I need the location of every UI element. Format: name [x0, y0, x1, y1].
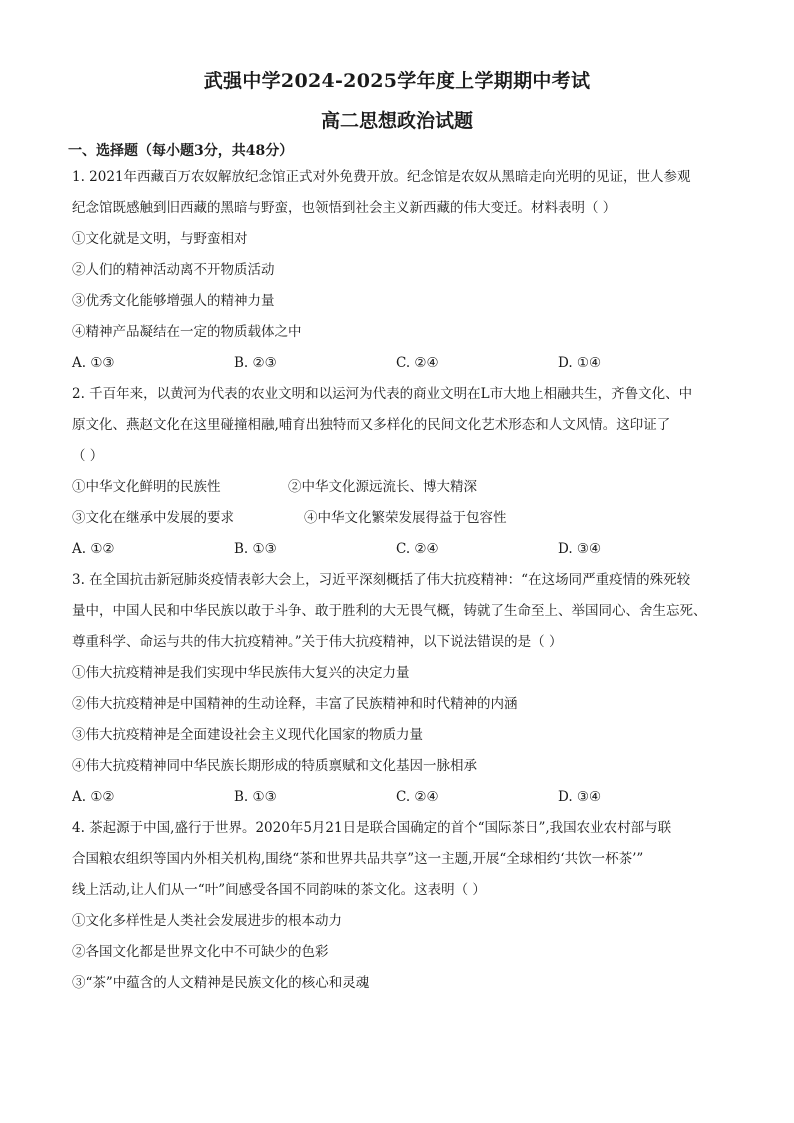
question-3-item: ①伟大抗疫精神是我们实现中华民族伟大复兴的决定力量: [72, 665, 410, 681]
question-2-stem-line: （ ）: [72, 448, 104, 464]
option-b: B. ①③: [234, 541, 277, 557]
option-a: A. ①②: [72, 541, 115, 557]
exam-subtitle: 高二思想政治试题: [320, 110, 473, 132]
question-4-stem-line: 线上活动,让人们从一“叶”间感受各国不同韵味的茶文化。这表明（ ）: [72, 882, 486, 898]
question-4-stem-line: 合国粮农组织等国内外相关机构,围绕“茶和世界共品共享”这一主题,开展“全球相约‘共饮一杯茶’”: [72, 851, 644, 867]
question-2-item: ①中华文化鲜明的民族性: [72, 479, 221, 495]
question-2-item: ②中华文化源远流长、博大精深: [288, 479, 477, 495]
option-b: B. ①③: [234, 789, 277, 805]
option-c: C. ②④: [396, 355, 439, 371]
option-d: D. ①④: [558, 355, 602, 371]
question-1-item: ④精神产品凝结在一定的物质载体之中: [72, 324, 302, 340]
exam-title: 武强中学2024-2025学年度上学期期中考试: [203, 70, 591, 92]
question-3: [72, 565, 722, 813]
section-heading: 一、选择题（每小题3分，共48分）: [68, 143, 294, 159]
question-3-stem-line: 尊重科学、命运与共的伟大抗疫精神。”关于伟大抗疫精神，以下说法错误的是（ ）: [72, 634, 563, 650]
question-1-options: [72, 348, 722, 379]
question-2-items-row: [72, 503, 722, 534]
question-2: [72, 379, 722, 565]
question-1-stem-line: 1. 2021年西藏百万农奴解放纪念馆正式对外免费开放。纪念馆是农奴从黑暗走向光明的见证，世人参观: [72, 169, 691, 185]
option-d: D. ③④: [558, 789, 602, 805]
question-4-item: ③“茶”中蕴含的人文精神是民族文化的核心和灵魂: [72, 975, 370, 991]
question-3-item: ②伟大抗疫精神是中国精神的生动诠释，丰富了民族精神和时代精神的内涵: [72, 696, 518, 712]
option-a: A. ①③: [72, 355, 115, 371]
question-2-item: ③文化在继承中发展的要求: [72, 510, 234, 526]
question-3-options: [72, 782, 722, 813]
option-b: B. ②③: [234, 355, 277, 371]
question-2-item: ④中华文化繁荣发展得益于包容性: [304, 510, 507, 526]
question-4-stem-line: 4. 茶起源于中国,盛行于世界。2020年5月21日是联合国确定的首个“国际茶日”,我国农业农村部与联: [72, 820, 672, 836]
question-2-stem-line: 原文化、燕赵文化在这里碰撞相融,哺育出独特而又多样化的民间文化艺术形态和人文风情。这印证了: [72, 417, 671, 433]
question-1: [72, 162, 722, 379]
question-1-item: ①文化就是文明，与野蛮相对: [72, 231, 248, 247]
question-1-item: ③优秀文化能够增强人的精神力量: [72, 293, 275, 309]
question-1-stem-line: 纪念馆既感触到旧西藏的黑暗与野蛮，也领悟到社会主义新西藏的伟大变迁。材料表明（ ）: [72, 200, 617, 216]
question-4-item: ①文化多样性是人类社会发展进步的根本动力: [72, 913, 342, 929]
question-4: [72, 813, 722, 999]
option-a: A. ①②: [72, 789, 115, 805]
question-3-item: ④伟大抗疫精神同中华民族长期形成的特质禀赋和文化基因一脉相承: [72, 758, 477, 774]
question-2-stem-line: 2. 千百年来，以黄河为代表的农业文明和以运河为代表的商业文明在L市大地上相融共生，齐鲁文化、中: [72, 386, 693, 402]
option-c: C. ②④: [396, 541, 439, 557]
question-1-item: ②人们的精神活动离不开物质活动: [72, 262, 275, 278]
question-4-item: ②各国文化都是世界文化中不可缺少的色彩: [72, 944, 329, 960]
question-3-stem-line: 3. 在全国抗击新冠肺炎疫情表彰大会上，习近平深刻概括了伟大抗疫精神：“在这场同严重疫情的殊死较: [72, 572, 691, 588]
question-2-items-row: [72, 472, 722, 503]
option-d: D. ③④: [558, 541, 602, 557]
option-c: C. ②④: [396, 789, 439, 805]
question-3-stem-line: 量中，中国人民和中华民族以敢于斗争、敢于胜利的大无畏气概，铸就了生命至上、举国同心、舍生忘死、: [72, 603, 707, 619]
question-2-options: [72, 534, 722, 565]
question-3-item: ③伟大抗疫精神是全面建设社会主义现代化国家的物质力量: [72, 727, 423, 743]
